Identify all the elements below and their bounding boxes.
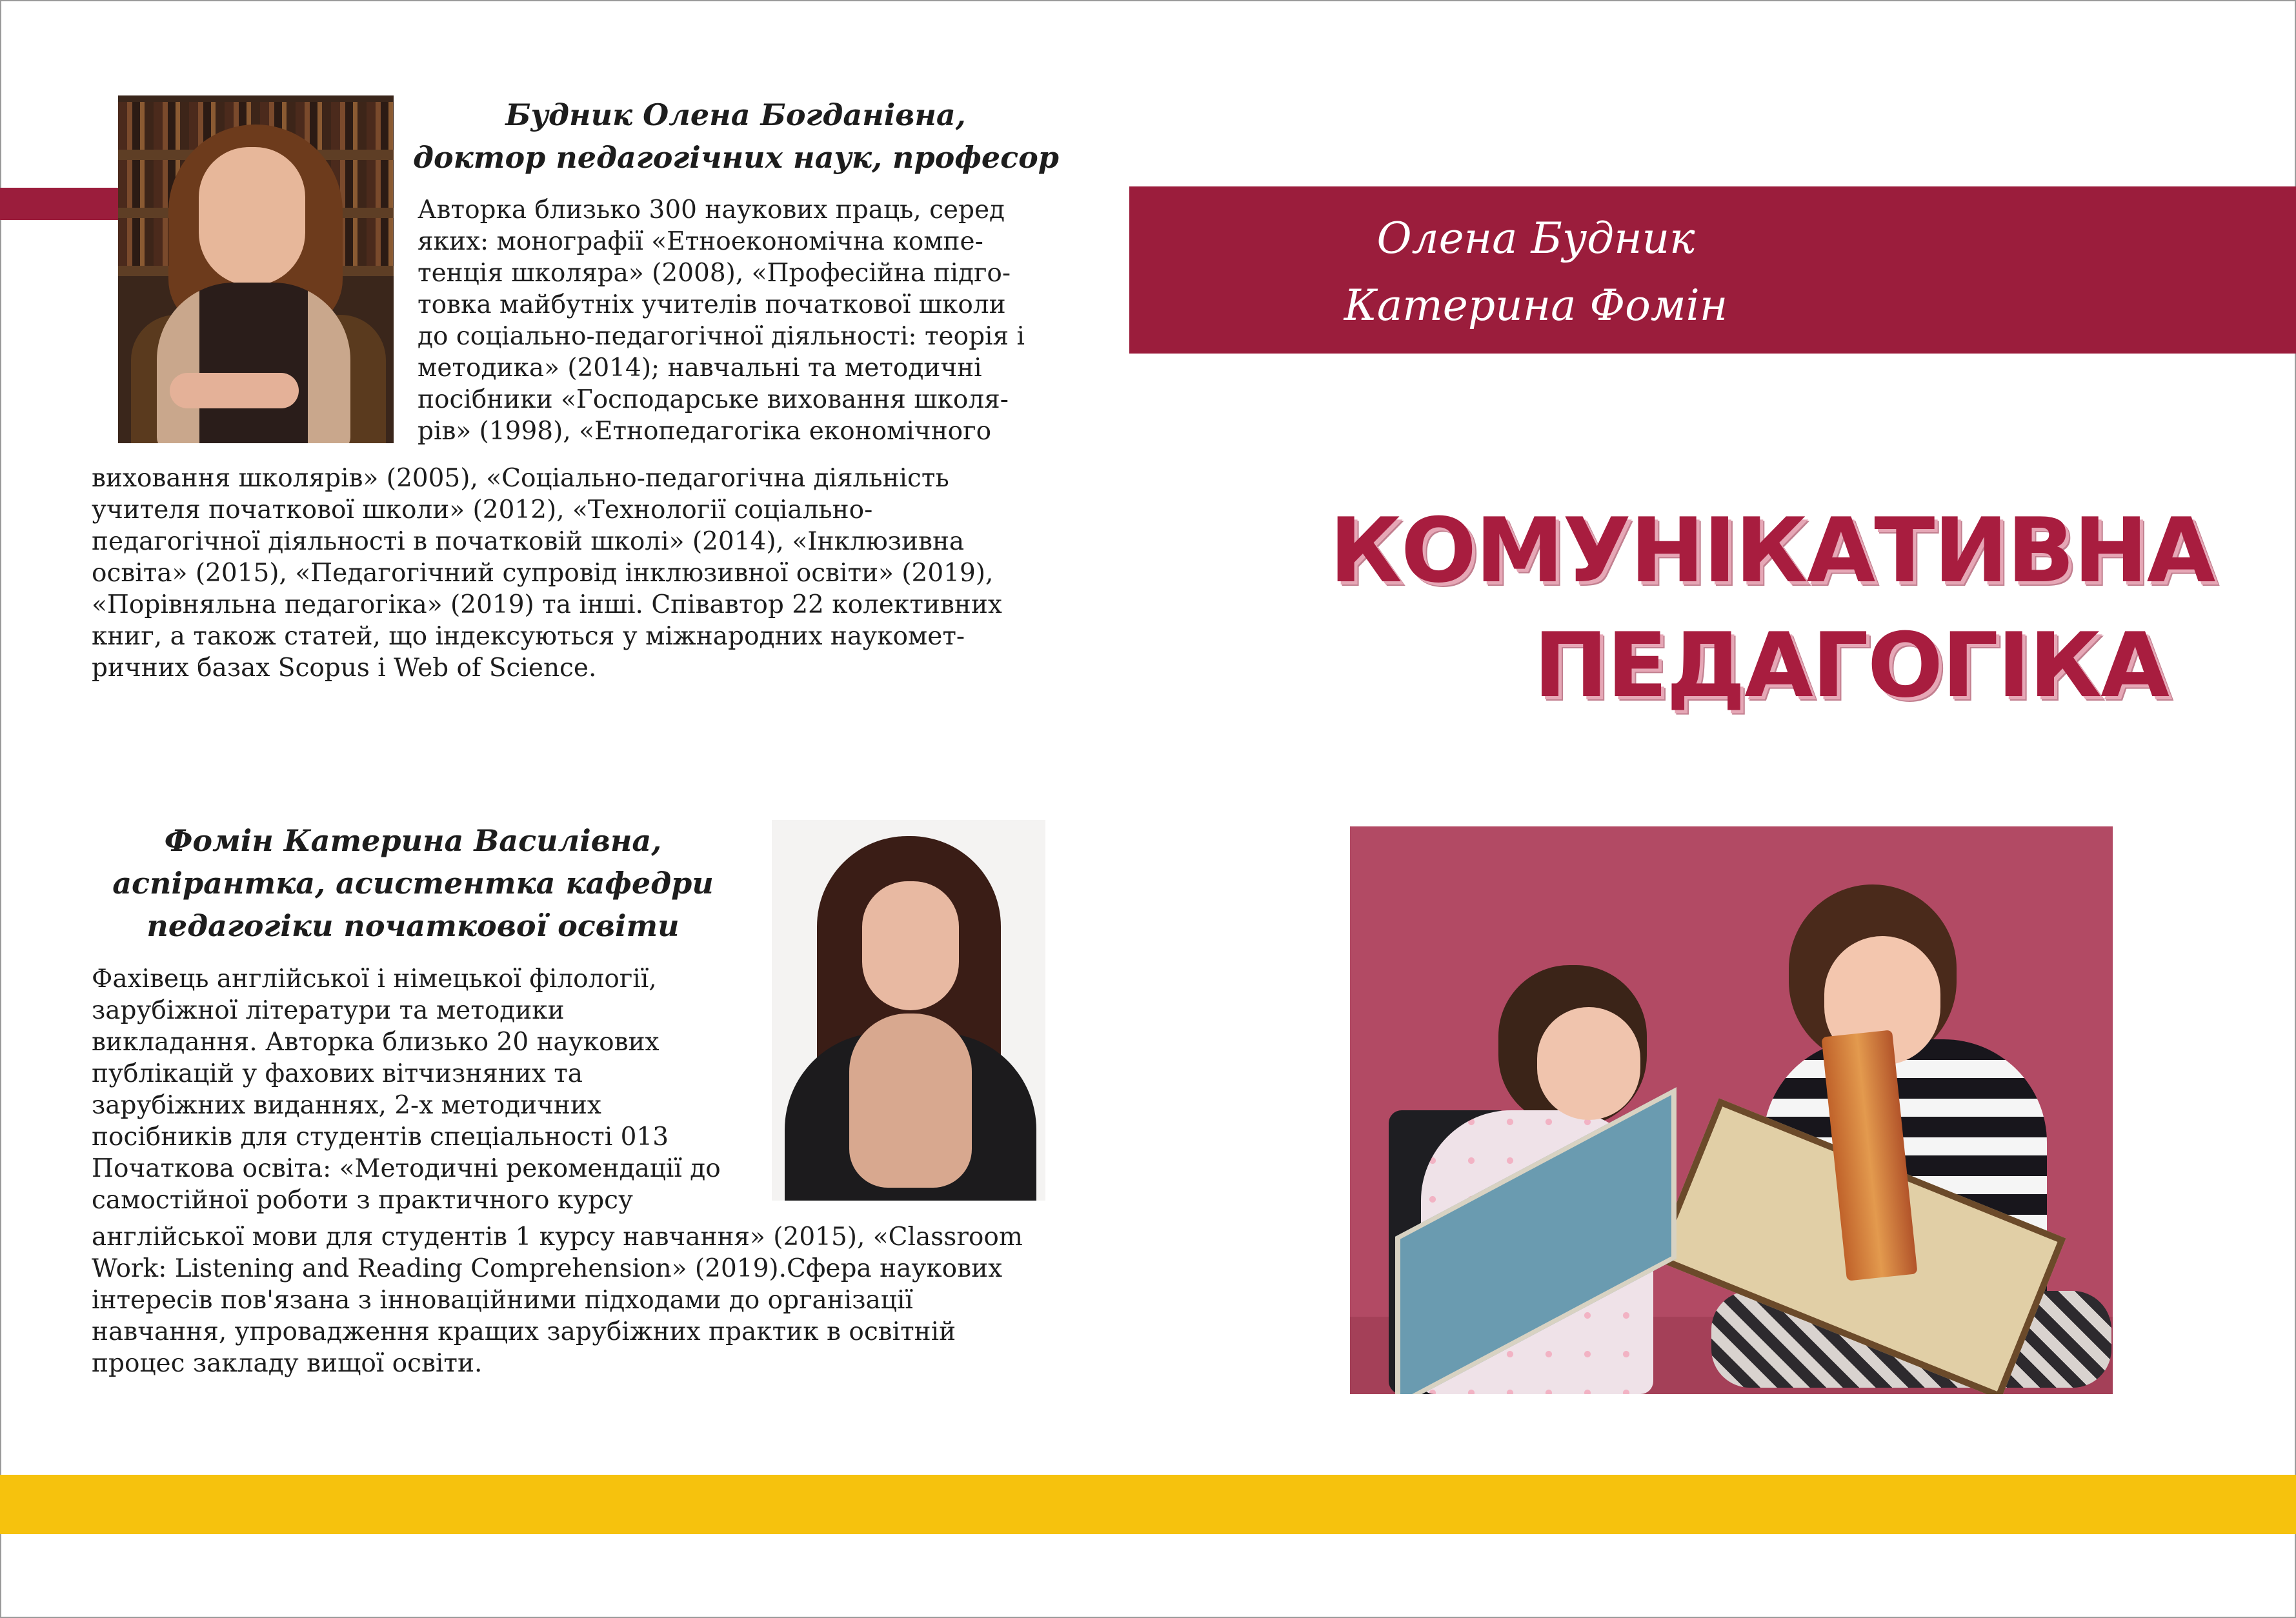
bio-line: посібники «Господарське виховання школя- [418,385,1009,414]
bio-line: товка майбутніх учителів початкової школи [418,290,1006,319]
bio-line: рів» (1998), «Етнопедагогіка економічного [418,417,992,446]
bio-line: зарубіжних виданнях, 2-х методичних [92,1091,601,1120]
bio-line: публікацій у фахових вітчизняних та [92,1059,583,1088]
author2-portrait [772,820,1045,1201]
bio-line: яких: монографії «Етноекономічна компе- [418,227,983,256]
bio-line: педагогічної діяльності в початковій школі» (2014), «Інклюзивна [92,527,965,556]
bio-line: інтересів пов'язана з інноваційними підходами до організації [92,1286,913,1315]
author2-position-line: педагогіки початкової освіти [146,908,680,943]
bio-line: «Порівняльна педагогіка» (2019) та інші. Співавтор 22 колективних [92,590,1002,619]
bio-line: англійської мови для студентів 1 курсу навчання» (2015), «Classroom [92,1223,1023,1252]
bottom-yellow-band [0,1475,2296,1534]
bio-line: учителя початкової школи» (2012), «Технології соціально- [92,495,873,524]
bio-line: Авторка близько 300 наукових праць, серед [418,195,1005,225]
bio-line: методика» (2014); навчальні та методичні [418,354,982,383]
front-author-name: Катерина Фомін [1344,281,1728,330]
bio-line: процес закладу вищої освіти. [92,1349,483,1378]
front-author-name: Олена Будник [1376,214,1695,263]
author1-name: Будник Олена Богданівна, [505,97,966,132]
bio-line: самостійної роботи з практичного курсу [92,1186,633,1215]
cover-photo-children-reading [1350,826,2113,1394]
bio-line: Фахівець англійської і німецької філології, [92,964,657,994]
bio-line: книг, а також статей, що індексуються у міжнародних наукомет- [92,622,965,651]
bio-line: до соціально-педагогічної діяльності: теорія і [418,322,1025,351]
author2-heading [90,819,736,947]
left-accent-band [0,188,119,220]
bio-line: ричних базах Scopus і Web of Science. [92,654,597,683]
book-title-line: ПЕДАГОГІКА [1533,614,2168,717]
bio-line: викладання. Авторка близько 20 наукових [92,1028,660,1057]
bio-line: Початкова освіта: «Методичні рекомендації до [92,1154,721,1183]
author2-position-line: аспірантка, асистентка кафедри [112,866,714,901]
author1-portrait [118,95,394,443]
bio-line: зарубіжної літератури та методики [92,996,565,1025]
front-authors [1129,205,1942,339]
author1-heading [413,94,1058,179]
author1-degree: доктор педагогічних наук, професор [413,140,1059,175]
author2-name: Фомін Катерина Василівна, [164,823,662,858]
bio-line: посібників для студентів спеціальності 013 [92,1123,669,1152]
bio-line: навчання, упровадження кращих зарубіжних практик в освітній [92,1317,956,1346]
bio-line: тенція школяра» (2008), «Професійна підго- [418,259,1011,288]
bio-line: виховання школярів» (2005), «Соціально-педагогічна діяльність [92,464,949,493]
bio-line: Work: Listening and Reading Comprehension» (2019).Сфера наукових [92,1254,1003,1283]
book-title-line: КОМУНІКАТИВНА [1329,499,2215,603]
bio-line: освіта» (2015), «Педагогічний супровід інклюзивної освіти» (2019), [92,559,994,588]
book-title [1329,494,2215,723]
